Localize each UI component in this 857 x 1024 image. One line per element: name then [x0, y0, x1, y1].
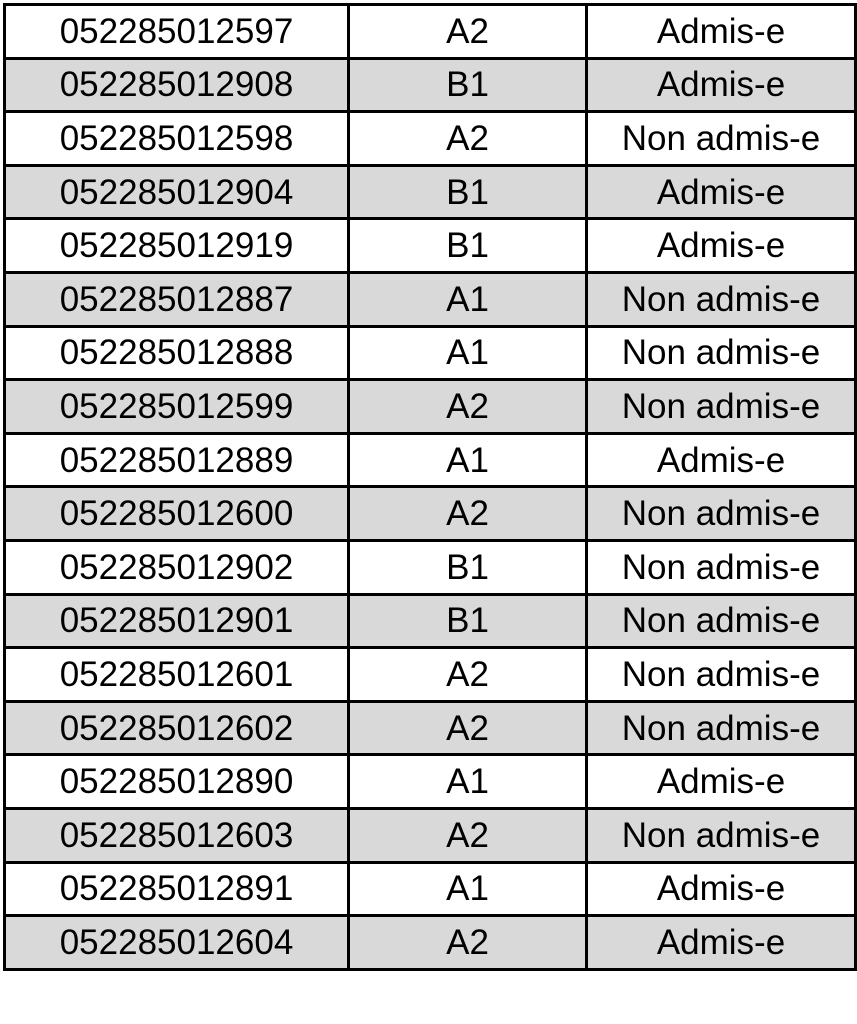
candidate-id-cell: 052285012597: [5, 5, 349, 59]
level-cell: A1: [349, 272, 587, 326]
result-cell: Admis-e: [587, 433, 856, 487]
level-cell: A2: [349, 112, 587, 166]
table-row: [5, 165, 856, 219]
result-cell: Non admis-e: [587, 540, 856, 594]
level-cell: A1: [349, 755, 587, 809]
level-cell: A2: [349, 648, 587, 702]
table-row: [5, 219, 856, 273]
result-cell: Non admis-e: [587, 326, 856, 380]
table-row: [5, 808, 856, 862]
result-cell: Admis-e: [587, 219, 856, 273]
level-cell: A2: [349, 380, 587, 434]
candidate-id-cell: 052285012904: [5, 165, 349, 219]
candidate-id-cell: 052285012603: [5, 808, 349, 862]
table-row: [5, 272, 856, 326]
result-cell: Admis-e: [587, 862, 856, 916]
result-cell: Non admis-e: [587, 808, 856, 862]
candidate-id-cell: 052285012919: [5, 219, 349, 273]
result-cell: Non admis-e: [587, 701, 856, 755]
candidate-id-cell: 052285012602: [5, 701, 349, 755]
candidate-id-cell: 052285012902: [5, 540, 349, 594]
level-cell: B1: [349, 165, 587, 219]
table-row: [5, 701, 856, 755]
candidate-id-cell: 052285012887: [5, 272, 349, 326]
candidate-id-cell: 052285012901: [5, 594, 349, 648]
results-table-body: [5, 5, 856, 970]
table-row: [5, 433, 856, 487]
candidate-id-cell: 052285012890: [5, 755, 349, 809]
result-cell: Non admis-e: [587, 648, 856, 702]
table-row: [5, 112, 856, 166]
level-cell: A2: [349, 701, 587, 755]
table-row: [5, 594, 856, 648]
results-sheet: [3, 3, 854, 1021]
table-row: [5, 862, 856, 916]
table-row: [5, 326, 856, 380]
candidate-id-cell: 052285012891: [5, 862, 349, 916]
table-row: [5, 487, 856, 541]
results-table: [3, 3, 857, 971]
level-cell: A2: [349, 916, 587, 970]
candidate-id-cell: 052285012601: [5, 648, 349, 702]
candidate-id-cell: 052285012604: [5, 916, 349, 970]
candidate-id-cell: 052285012598: [5, 112, 349, 166]
table-row: [5, 648, 856, 702]
candidate-id-cell: 052285012888: [5, 326, 349, 380]
candidate-id-cell: 052285012908: [5, 58, 349, 112]
level-cell: B1: [349, 219, 587, 273]
candidate-id-cell: 052285012889: [5, 433, 349, 487]
table-row: [5, 916, 856, 970]
result-cell: Admis-e: [587, 916, 856, 970]
level-cell: A2: [349, 487, 587, 541]
level-cell: B1: [349, 540, 587, 594]
level-cell: A2: [349, 5, 587, 59]
level-cell: A2: [349, 808, 587, 862]
level-cell: B1: [349, 58, 587, 112]
table-row: [5, 5, 856, 59]
table-row: [5, 755, 856, 809]
table-row: [5, 540, 856, 594]
result-cell: Admis-e: [587, 5, 856, 59]
result-cell: Admis-e: [587, 165, 856, 219]
level-cell: B1: [349, 594, 587, 648]
result-cell: Non admis-e: [587, 112, 856, 166]
result-cell: Non admis-e: [587, 487, 856, 541]
result-cell: Admis-e: [587, 58, 856, 112]
level-cell: A1: [349, 433, 587, 487]
candidate-id-cell: 052285012599: [5, 380, 349, 434]
level-cell: A1: [349, 326, 587, 380]
result-cell: Non admis-e: [587, 594, 856, 648]
table-row: [5, 380, 856, 434]
level-cell: A1: [349, 862, 587, 916]
result-cell: Non admis-e: [587, 272, 856, 326]
table-row: [5, 58, 856, 112]
result-cell: Non admis-e: [587, 380, 856, 434]
result-cell: Admis-e: [587, 755, 856, 809]
candidate-id-cell: 052285012600: [5, 487, 349, 541]
